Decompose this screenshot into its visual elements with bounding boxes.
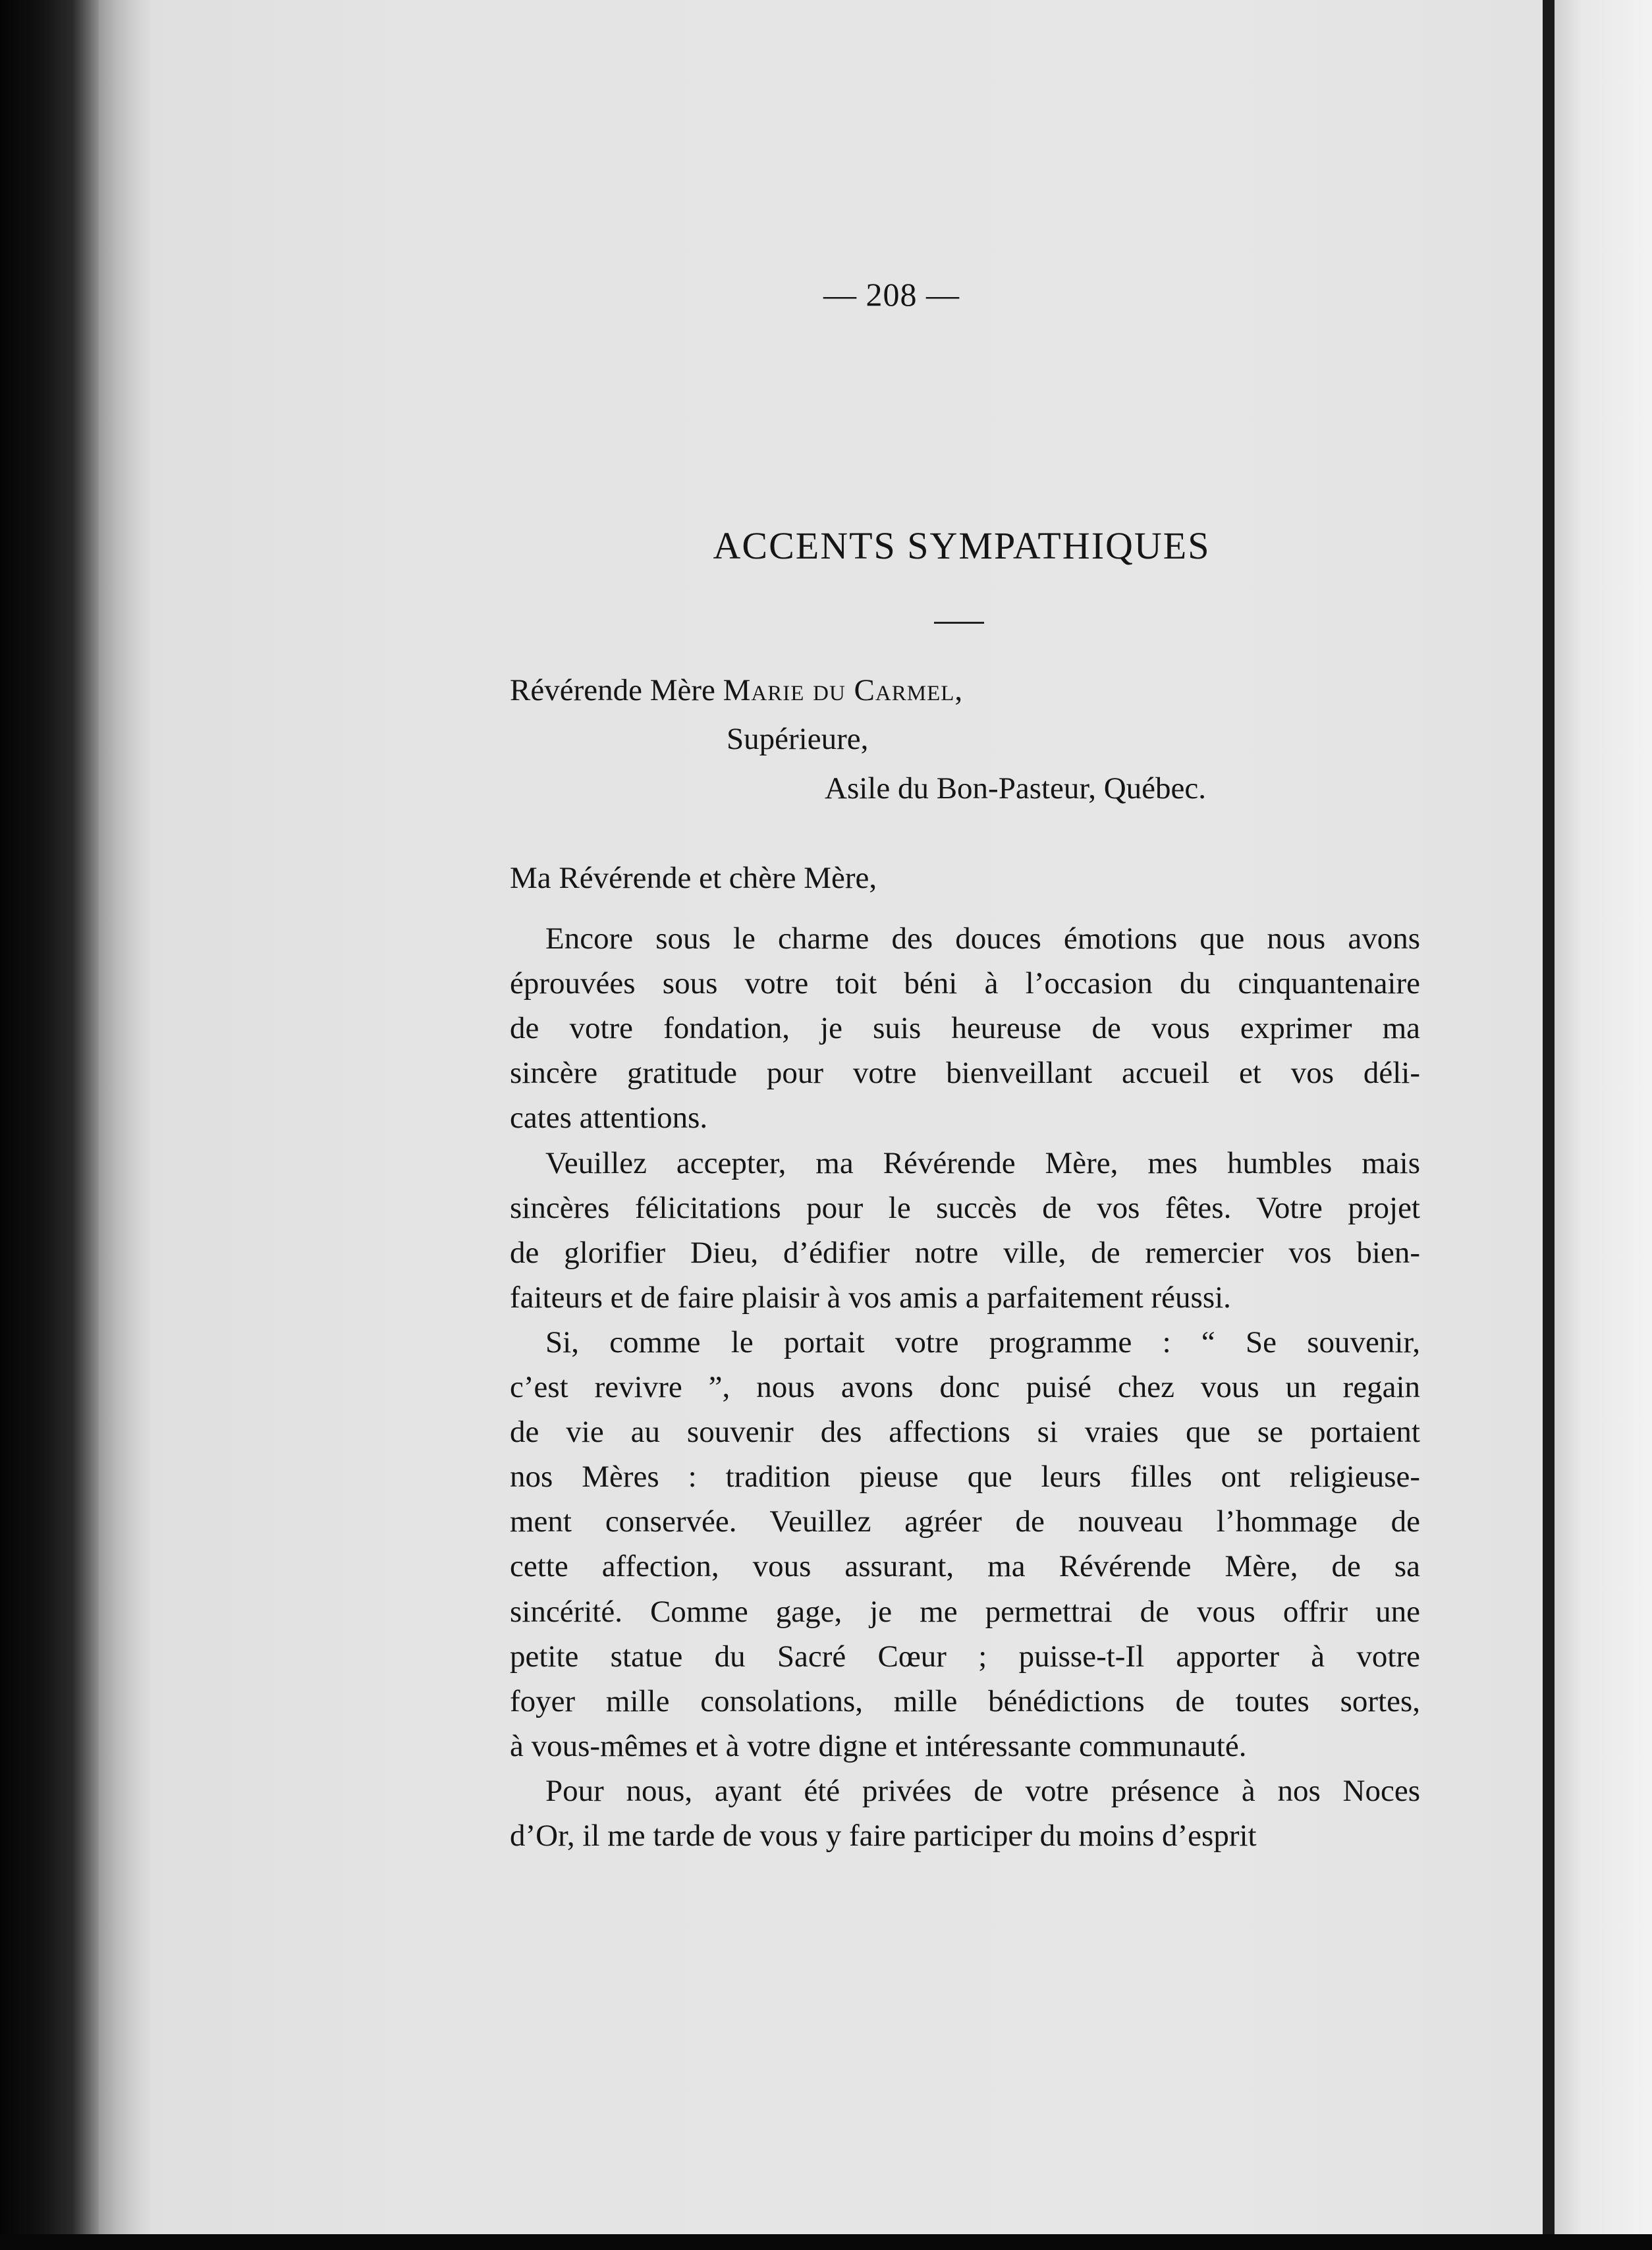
address-title: Révérende Mère <box>510 673 723 707</box>
body-line: à vous-mêmes et à votre digne et intéressante communauté. <box>510 1729 1247 1763</box>
address-line-2: Supérieure, <box>727 722 869 756</box>
page-right-edge <box>1543 0 1555 2234</box>
scanner-background-bottom <box>0 2234 1652 2250</box>
page-number: — 208 — <box>823 276 960 313</box>
body-line: Si, comme le portait votre programme : “ Se souvenir, <box>545 1325 1420 1359</box>
body-line: de votre fondation, je suis heureuse de vous exprimer ma <box>510 1011 1420 1045</box>
body-line: cates attentions. <box>510 1101 708 1135</box>
scanner-background-left <box>0 0 99 2250</box>
page-gutter-shadow <box>99 0 151 2250</box>
body-line: Encore sous le charme des douces émotions que nous avons <box>545 921 1420 956</box>
body-line: sincère gratitude pour votre bienveillant accueil et vos déli- <box>510 1056 1420 1090</box>
body-line: cette affection, vous assurant, ma Révérende Mère, de sa <box>510 1549 1420 1583</box>
body-line: ment conservée. Veuillez agréer de nouveau l’hommage de <box>510 1504 1420 1539</box>
section-heading: ACCENTS SYMPATHIQUES <box>713 524 1211 567</box>
body-line: faiteurs et de faire plaisir à vos amis a parfaitement réussi. <box>510 1280 1231 1315</box>
body-line: sincères félicitations pour le succès de vos fêtes. Votre projet <box>510 1191 1420 1225</box>
address-name: Marie du Carmel, <box>723 673 964 707</box>
body-line: Veuillez accepter, ma Révérende Mère, mes humbles mais <box>545 1146 1420 1180</box>
address-line-1 <box>510 675 963 706</box>
body-line: nos Mères : tradition pieuse que leurs filles ont religieuse- <box>510 1460 1420 1494</box>
body-line: éprouvées sous votre toit béni à l’occasion du cinquantenaire <box>510 966 1420 1001</box>
body-line: foyer mille consolations, mille bénédictions de toutes sortes, <box>510 1684 1420 1718</box>
salutation: Ma Révérende et chère Mère, <box>510 861 877 895</box>
scanner-background-right <box>1555 0 1652 2250</box>
heading-rule <box>934 622 984 624</box>
address-line-3: Asile du Bon-Pasteur, Québec. <box>825 771 1206 806</box>
body-line: sincérité. Comme gage, je me permettrai de vous offrir une <box>510 1595 1420 1629</box>
body-line: de vie au souvenir des affections si vraies que se portaient <box>510 1415 1420 1449</box>
body-line: d’Or, il me tarde de vous y faire participer du moins d’esprit <box>510 1819 1257 1853</box>
body-line: c’est revivre ”, nous avons donc puisé chez vous un regain <box>510 1370 1420 1404</box>
body-line: de glorifier Dieu, d’édifier notre ville, de remercier vos bien- <box>510 1236 1420 1270</box>
body-line: petite statue du Sacré Cœur ; puisse-t-Il apporter à votre <box>510 1639 1420 1674</box>
body-line: Pour nous, ayant été privées de votre présence à nos Noces <box>545 1774 1420 1808</box>
